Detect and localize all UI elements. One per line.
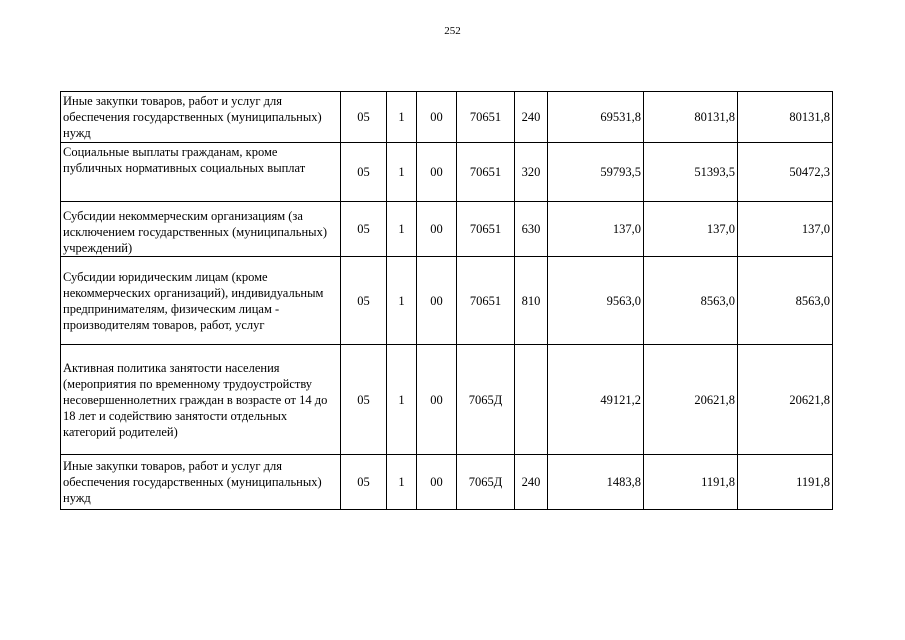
cell-expense-type: 810 (515, 257, 548, 345)
table-row (61, 143, 833, 202)
cell-subprogram: 00 (417, 455, 457, 510)
cell-section: 05 (341, 455, 387, 510)
budget-table (60, 91, 833, 510)
cell-value-1: 1483,8 (548, 455, 644, 510)
row-name: Социальные выплаты гражданам, кроме публичных нормативных социальных выплат (61, 143, 341, 202)
row-name: Иные закупки товаров, работ и услуг для обеспечения государственных (муниципальных) нужд (61, 455, 341, 510)
cell-value-3: 20621,8 (738, 345, 833, 455)
cell-expense-type: 240 (515, 92, 548, 143)
cell-value-3: 50472,3 (738, 143, 833, 202)
table-row (61, 345, 833, 455)
cell-subsection: 1 (387, 202, 417, 257)
cell-target-article: 7065Д (457, 455, 515, 510)
table-row (61, 202, 833, 257)
cell-expense-type: 240 (515, 455, 548, 510)
cell-value-2: 137,0 (644, 202, 738, 257)
cell-subprogram: 00 (417, 257, 457, 345)
cell-value-1: 59793,5 (548, 143, 644, 202)
cell-target-article: 70651 (457, 202, 515, 257)
cell-value-2: 8563,0 (644, 257, 738, 345)
cell-target-article: 70651 (457, 257, 515, 345)
cell-section: 05 (341, 143, 387, 202)
cell-value-1: 9563,0 (548, 257, 644, 345)
cell-target-article: 7065Д (457, 345, 515, 455)
cell-subprogram: 00 (417, 202, 457, 257)
cell-target-article: 70651 (457, 143, 515, 202)
cell-subsection: 1 (387, 257, 417, 345)
cell-subsection: 1 (387, 345, 417, 455)
cell-value-3: 1191,8 (738, 455, 833, 510)
cell-subsection: 1 (387, 143, 417, 202)
cell-value-1: 69531,8 (548, 92, 644, 143)
cell-section: 05 (341, 257, 387, 345)
cell-value-1: 49121,2 (548, 345, 644, 455)
cell-expense-type: 320 (515, 143, 548, 202)
cell-subsection: 1 (387, 92, 417, 143)
cell-value-2: 1191,8 (644, 455, 738, 510)
row-name: Субсидии некоммерческим организациям (за исключением государственных (муниципальных) учреждений) (61, 202, 341, 257)
cell-value-1: 137,0 (548, 202, 644, 257)
cell-section: 05 (341, 202, 387, 257)
cell-value-3: 8563,0 (738, 257, 833, 345)
cell-value-2: 51393,5 (644, 143, 738, 202)
table-row (61, 455, 833, 510)
cell-expense-type (515, 345, 548, 455)
cell-expense-type: 630 (515, 202, 548, 257)
row-name: Активная политика занятости населения (мероприятия по временному трудоустройству несовершеннолетних граждан в возрасте от 14 до 18 лет и содействию занятости отдельных категорий родителей) (61, 345, 341, 455)
cell-section: 05 (341, 345, 387, 455)
table-row (61, 92, 833, 143)
row-name: Иные закупки товаров, работ и услуг для обеспечения государственных (муниципальных) нужд (61, 92, 341, 143)
row-name: Субсидии юридическим лицам (кроме некоммерческих организаций), индивидуальным предпринимателям, физическим лицам - производителям товаров, работ, услуг (61, 257, 341, 345)
cell-target-article: 70651 (457, 92, 515, 143)
cell-value-3: 137,0 (738, 202, 833, 257)
cell-subprogram: 00 (417, 92, 457, 143)
cell-subsection: 1 (387, 455, 417, 510)
page-number: 252 (444, 25, 461, 37)
cell-value-2: 80131,8 (644, 92, 738, 143)
cell-subprogram: 00 (417, 345, 457, 455)
cell-value-2: 20621,8 (644, 345, 738, 455)
cell-value-3: 80131,8 (738, 92, 833, 143)
cell-section: 05 (341, 92, 387, 143)
cell-subprogram: 00 (417, 143, 457, 202)
table-row (61, 257, 833, 345)
